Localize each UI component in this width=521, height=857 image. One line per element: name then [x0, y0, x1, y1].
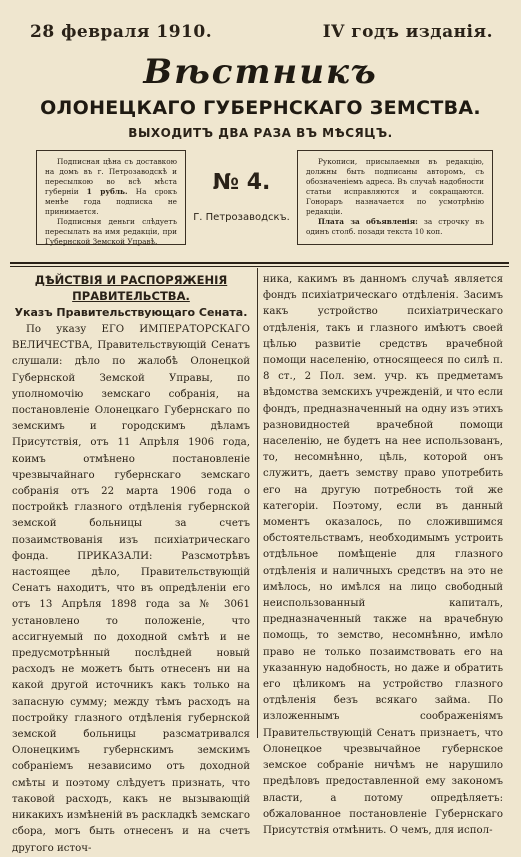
- publication-year: IV годъ изданія.: [322, 22, 493, 42]
- advertising-fee-label: Плата за объявленія:: [318, 217, 418, 226]
- article-body-left: По указу ЕГО ИМПЕРАТОРСКАГО ВЕЛИЧЕСТВА, Правительствующій Сенатъ слушали: дѣло по жалобѣ Олонецкой Губернской Земской Управы, по уполномочію земскаго собранія, на постановленіе Олонецкаго Губернскаго по земскимъ и городскимъ дѣламъ Присутствія, отъ 11 Апрѣля 1906 года, коимъ отмѣнено постановленіе чрезвычайнаго губернскаго земскаго собранія отъ 22 марта 1906 года о постройкѣ глазного отдѣленія губернской земской больницы за счетъ позаимствованія изъ психіатрическаго фонда. ПРИКАЗАЛИ: Разсмотрѣвъ настоящее дѣло, Правительствующій Сенатъ находитъ, что въ опредѣленіи его отъ 13 Апрѣля 1898 года за № 3061 установлено то положеніе, что ассигнуемый по доходной смѣтѣ и не предусмотрѣнный послѣдней новый расходъ не можетъ быть отнесенъ ни на какой другой источникъ какъ только на запасную сумму; между тѣмъ расходъ на постройку глазного отдѣленія губернской земской больницы разсматривался Олонецкимъ губернскимъ земскимъ собраніемъ независимо отъ доходной смѣты и поэтому слѣдуетъ признать, что таковой расходъ, какъ не вызывающій никакихъ измѣненій въ раскладкѣ земскаго сбора, могъ быть отнесенъ и на счетъ другого источ-: [12, 324, 250, 854]
- decree-heading: Указъ Правительствующаго Сената.: [14, 306, 248, 319]
- subscription-min-term: На срокъ менѣе года подписка не принимается.: [45, 187, 178, 216]
- newspaper-subtitle: ОЛОНЕЦКАГО ГУБЕРНСКАГО ЗЕМСТВА.: [40, 97, 481, 119]
- manuscript-policy: Рукописи, присылаемыя въ редакцію, должны быть подписаны авторомъ, съ обозначеніемъ адреса. Въ случаѣ надобности статьи исправляются и сокращаются. Гонораръ назначается по усмотрѣнію редакціи.: [306, 157, 484, 216]
- subscription-price-text: [45, 157, 177, 217]
- subscription-info-box: [36, 150, 186, 245]
- section-heading: ДѢЙСТВІЯ И РАСПОРЯЖЕНІЯ ПРАВИТЕЛЬСТВА.: [34, 273, 228, 303]
- article-column-left: [12, 272, 250, 854]
- header-divider-thin: [10, 266, 509, 267]
- publication-place: Г. Петрозаводскъ.: [193, 212, 290, 223]
- masthead-topline: [30, 22, 493, 44]
- subscription-price: 1 рубль.: [86, 187, 128, 196]
- publication-frequency: ВЫХОДИТЪ ДВА РАЗА ВЪ МѢСЯЦЪ.: [128, 126, 393, 140]
- editorial-info-box: [297, 150, 493, 245]
- issue-number: № 4.: [212, 170, 271, 195]
- issue-info: [186, 150, 297, 245]
- column-divider: [257, 268, 258, 738]
- article-body-right: ника, какимъ въ данномъ случаѣ является фондъ психіатрическаго отдѣленія. Засимъ какъ устройство психіатрическаго отдѣленія, такъ и глазного имѣютъ своей цѣлью развитіе средствъ врачебной помощи населенію, относящееся по силѣ п. 8 ст., 2 Пол. зем. учр. къ предметамъ вѣдомства земскихъ учрежденій, и что если фондъ, предназначенный на одну изъ этихъ разновидностей врачебной помощи населенію, не будетъ на нее использованъ, то, несомнѣнно, цѣль, которой онъ служитъ, даетъ земству право употребить его на другую потребность той же категоріи. Поэтому, если въ данный моментъ оказалось, по сложившимся обстоятельствамъ, необходимымъ устроить отдѣльное помѣщеніе для глазного отдѣленія и наличныхъ средствъ на это не имѣлось, но имѣлся на лицо свободный неиспользованный капиталъ, предназначенный также на врачебную помощь, то земство, несомнѣнно, имѣло право не только позаимствовать его на указанную надобность, но даже и обратить его цѣликомъ на устройство глазного отдѣленія безъ всякаго займа. По изложеннымъ соображеніямъ Правительствующій Сенатъ признаетъ, что Олонецкое чрезвычайное губернское земское собраніе ничѣмъ не нарушило предѣловъ предоставленной ему закономъ власти, а потому опредѣляетъ: обжалованное постановленіе Губернскаго Присутствія отмѣнить. О чемъ, для испол-: [263, 274, 503, 836]
- subscription-payment-text: Подписныя деньги слѣдуетъ пересылать на имя редакціи, при Губернской Земской Управѣ.: [45, 217, 177, 246]
- advertising-fee: [306, 217, 484, 237]
- newspaper-title: Вѣстникъ: [143, 52, 378, 92]
- issue-date: 28 февраля 1910.: [30, 22, 213, 42]
- advertising-fee-text: за строчку въ одинъ столб. позади текста 10 коп.: [306, 217, 484, 236]
- article-column-right: [263, 272, 503, 836]
- subscription-terms: Подписная цѣна съ доставкою на домъ въ г. Петрозаводскѣ и пересылкою во всѣ мѣста губерніи: [45, 157, 177, 196]
- header-divider-thick: [10, 262, 509, 264]
